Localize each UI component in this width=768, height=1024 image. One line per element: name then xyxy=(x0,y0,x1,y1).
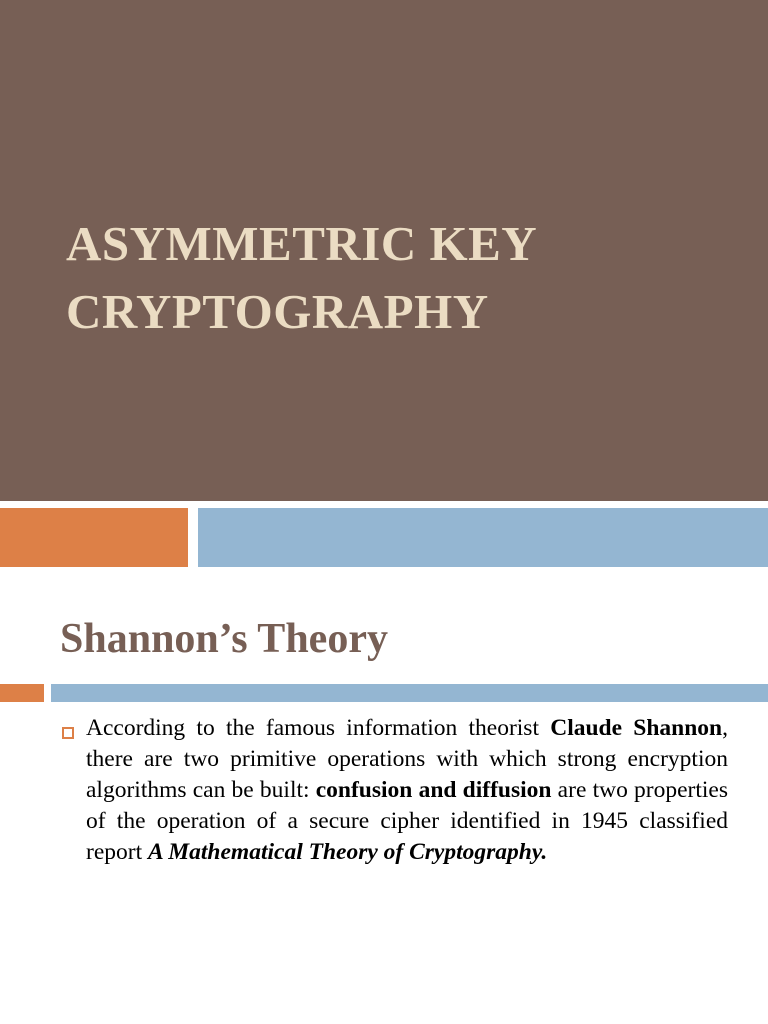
bullet-text-3: are two properties of the operation of a secure cipher identified in 1945 classified report xyxy=(86,777,728,865)
heading-rule-blue xyxy=(51,684,768,702)
slide-title-line-2: CRYPTOGRAPHY xyxy=(66,284,489,339)
slide-title-line-1: ASYMMETRIC KEY xyxy=(66,216,538,271)
bullet-bold-confusion-diffusion: confusion and diffusion xyxy=(315,777,552,803)
square-bullet-icon xyxy=(62,727,74,739)
heading-rule-orange xyxy=(0,684,44,702)
bullet-text-2: , there are two primitive operations with which strong encryption algorithms can be built: xyxy=(86,715,728,803)
bullet-text-1: According to the famous information theorist xyxy=(86,715,551,741)
bullet-paragraph xyxy=(86,713,728,868)
slide-title xyxy=(66,210,726,346)
bullet-report-title: A Mathematical Theory of Cryptography. xyxy=(148,839,548,865)
accent-bar-blue xyxy=(198,508,768,567)
slide-heading: Shannon’s Theory xyxy=(60,616,388,662)
accent-bar-orange xyxy=(0,508,188,567)
bullet-bold-claude-shannon: Claude Shannon xyxy=(550,715,723,741)
